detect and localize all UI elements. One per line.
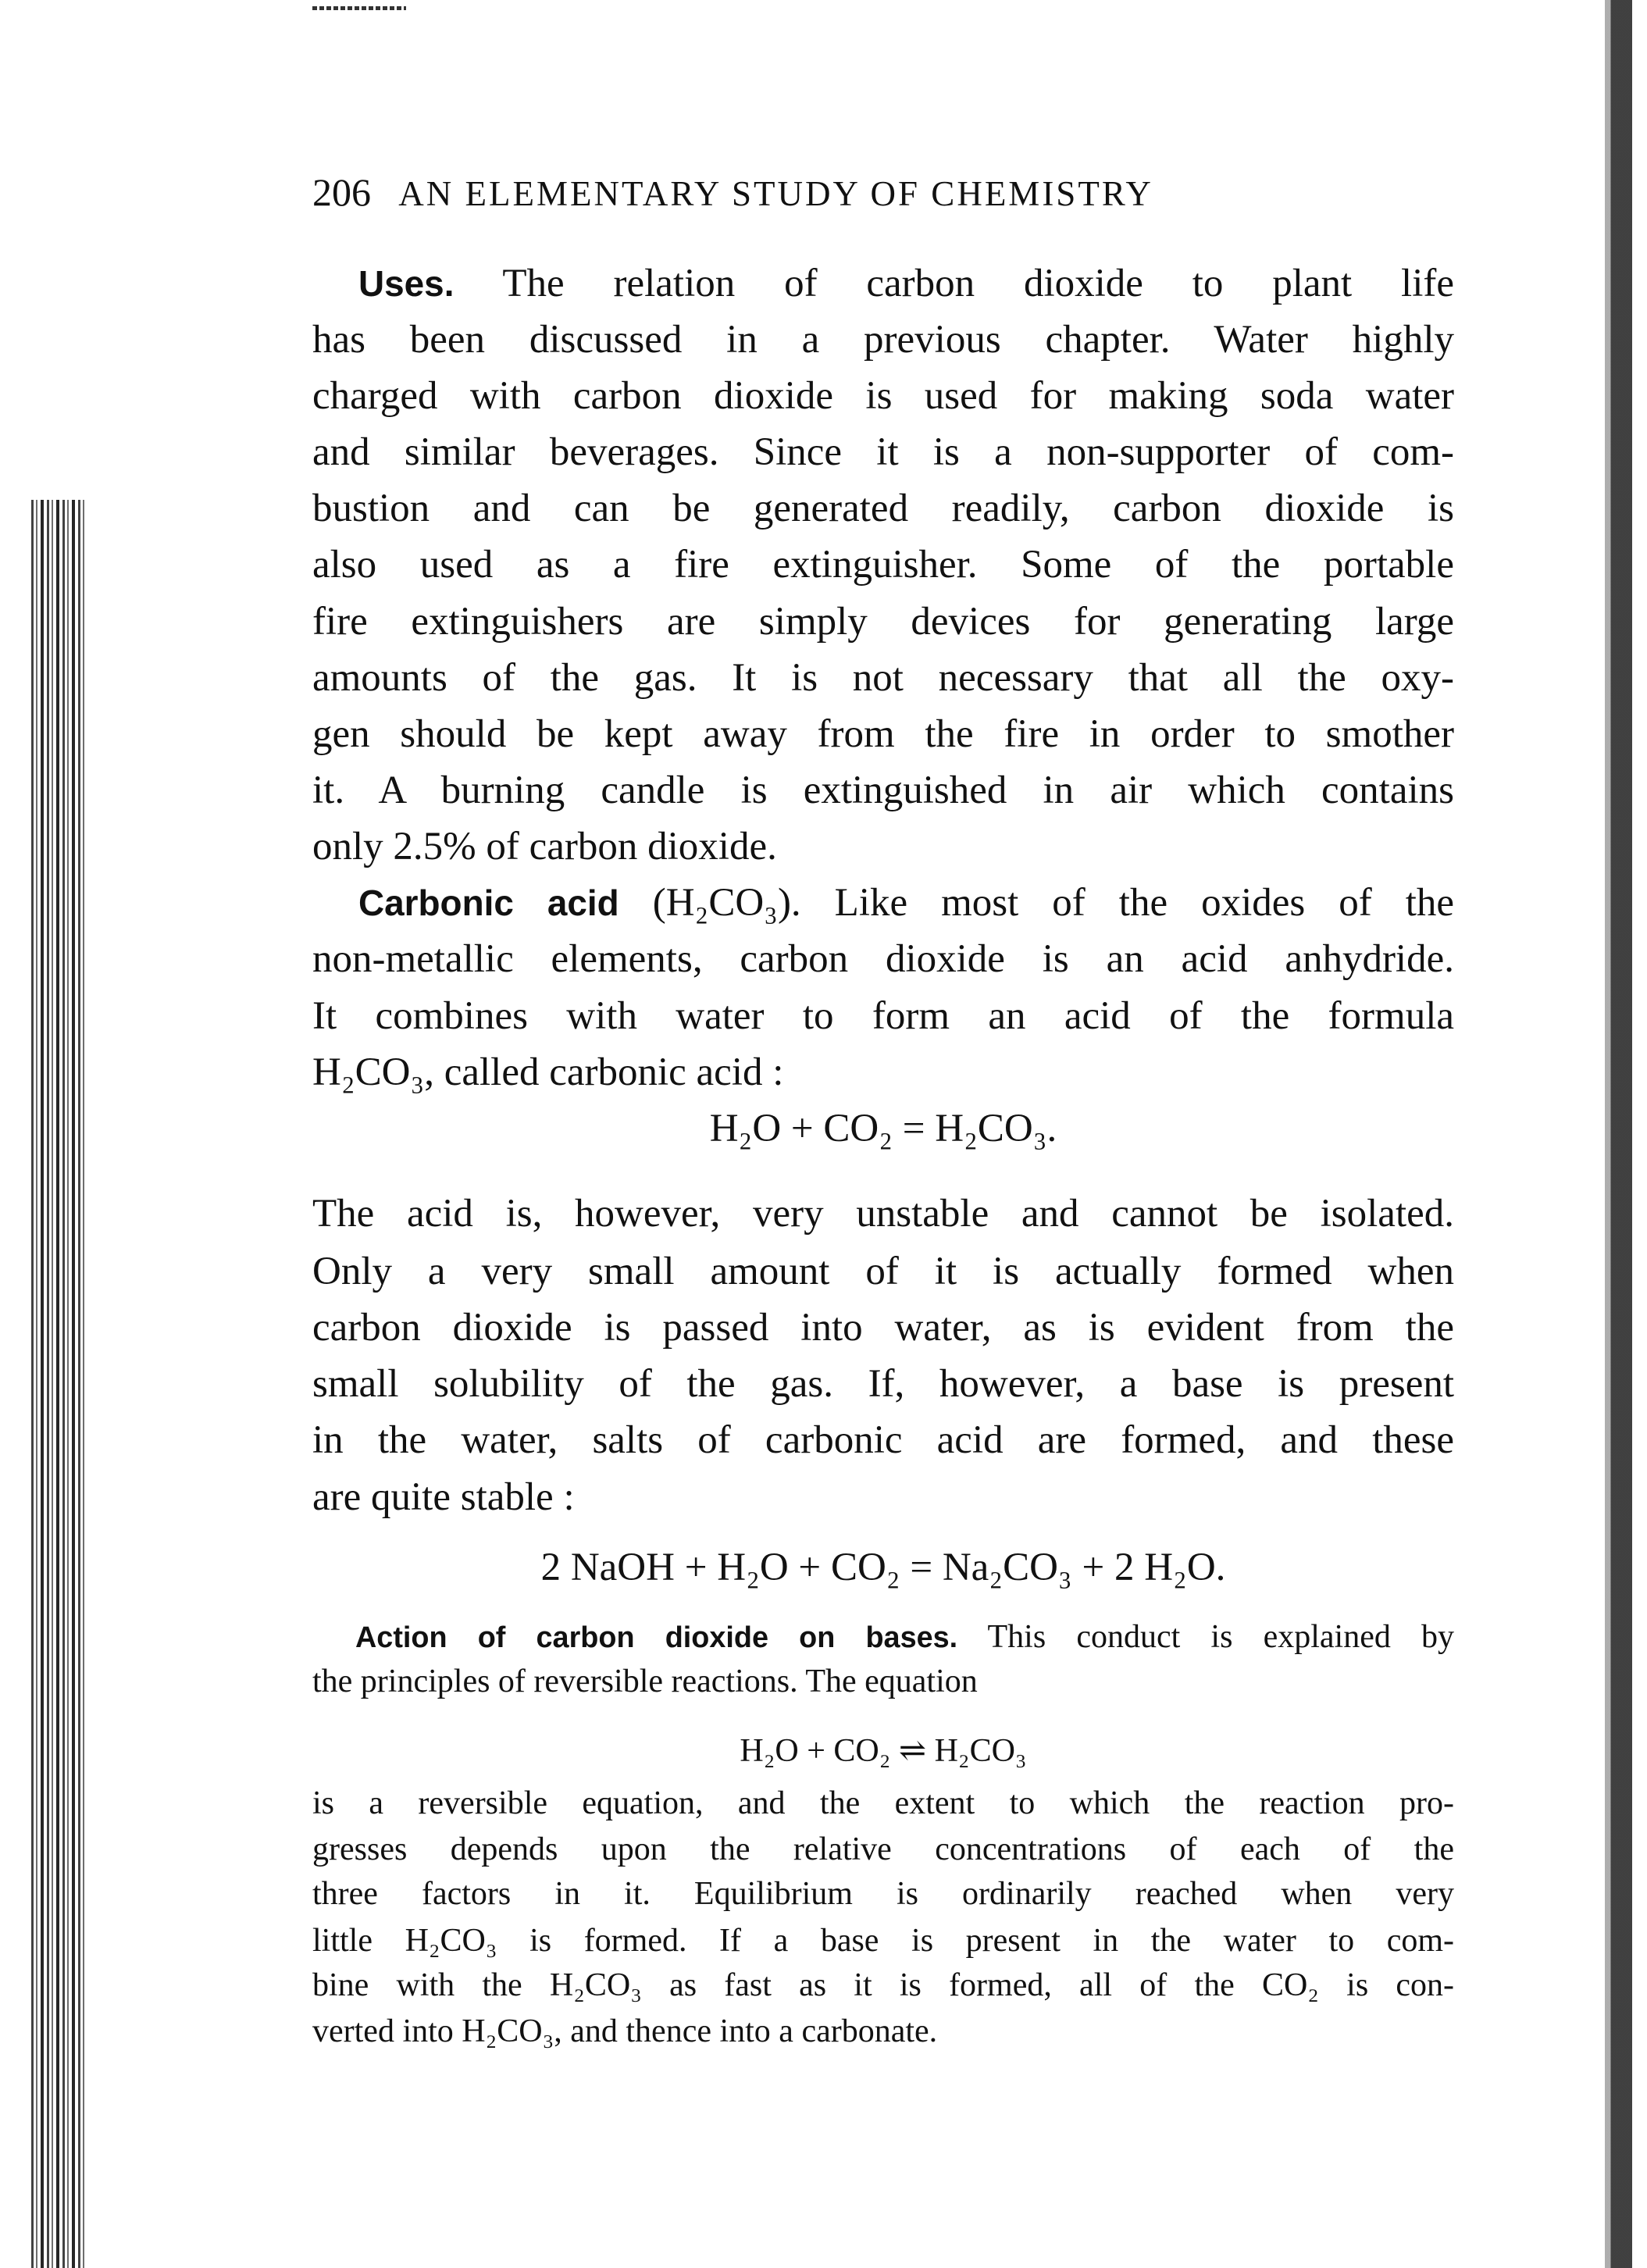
paragraph-line: It combines with water to form an acid of the formula [312, 994, 1454, 1038]
equation: H₂O + CO₂ ⇌ H₂CO₃ [740, 1733, 1027, 1769]
paragraph-line: H₂CO₃, called carbonic acid : [312, 1050, 784, 1094]
paragraph-line: also used as a fire extinguisher. Some of the portable [312, 543, 1454, 587]
paragraph-line [358, 255, 1454, 312]
equation: 2 NaOH + H₂O + CO₂ = Na₂CO₃ + 2 H₂O. [540, 1546, 1226, 1589]
line-text: (H₂CO₃). Like most of the oxides of the [652, 881, 1455, 925]
section-heading-action: Action of carbon dioxide on bases. [355, 1621, 958, 1654]
paragraph-line: has been discussed in a previous chapter. Water highly [312, 318, 1454, 362]
paragraph-line: The acid is, however, very unstable and cannot be isolated. [312, 1192, 1454, 1236]
paragraph-line: is a reversible equation, and the extent to which the reaction pro- [312, 1785, 1454, 1821]
paragraph-line: Only a very small amount of it is actually formed when [312, 1250, 1454, 1293]
scan-binding-edge-left [31, 500, 86, 2268]
paragraph-line: it. A burning candle is extinguished in air which contains [312, 768, 1454, 812]
paragraph-line: non-metallic elements, carbon dioxide is an acid anhydride. [312, 937, 1454, 981]
paragraph-line: are quite stable : [312, 1475, 575, 1519]
paragraph-line: small solubility of the gas. If, however, a base is present [312, 1362, 1454, 1406]
scan-mark [312, 6, 406, 10]
paragraph-line: three factors in it. Equilibrium is ordinarily reached when very [312, 1876, 1454, 1912]
line-text: This conduct is explained by [987, 1619, 1454, 1655]
paragraph-line: gen should be kept away from the fire in order to smother [312, 712, 1454, 756]
paragraph-line: verted into H₂CO₃, and thence into a carbonate. [312, 2013, 938, 2049]
paragraph-line: little H₂CO₃ is formed. If a base is present in the water to com- [312, 1923, 1454, 1959]
equation: H₂O + CO₂ = H₂CO₃. [709, 1107, 1057, 1150]
paragraph-line: gresses depends upon the relative concentrations of each of the [312, 1831, 1454, 1867]
paragraph-line: the principles of reversible reactions. The equation [312, 1664, 978, 1699]
section-heading-uses: Uses. [358, 263, 455, 304]
paragraph-line [358, 875, 1454, 931]
paragraph-line: fire extinguishers are simply devices for generating large [312, 600, 1454, 644]
scan-binding-edge-right [1593, 0, 1632, 2268]
paragraph-line [355, 1614, 1454, 1660]
running-title: AN ELEMENTARY STUDY OF CHEMISTRY [398, 174, 1153, 213]
paragraph-line: and similar beverages. Since it is a non-supporter of com- [312, 430, 1454, 474]
paragraph-line: bine with the H₂CO₃ as fast as it is formed, all of the CO₂ is con- [312, 1967, 1454, 2003]
paragraph-line: only 2.5% of carbon dioxide. [312, 825, 777, 868]
paragraph-line: amounts of the gas. It is not necessary that all the oxy- [312, 656, 1454, 700]
line-text: The relation of carbon dioxide to plant life [502, 262, 1454, 305]
paragraph-line: charged with carbon dioxide is used for making soda water [312, 374, 1454, 418]
paragraph-line: in the water, salts of carbonic acid are formed, and these [312, 1418, 1454, 1462]
paragraph-line: bustion and can be generated readily, carbon dioxide is [312, 487, 1454, 530]
paragraph-line: carbon dioxide is passed into water, as is evident from the [312, 1306, 1454, 1350]
running-header [312, 164, 1153, 220]
section-heading-carbonic-acid: Carbonic acid [358, 883, 619, 923]
page-number: 206 [312, 170, 371, 214]
